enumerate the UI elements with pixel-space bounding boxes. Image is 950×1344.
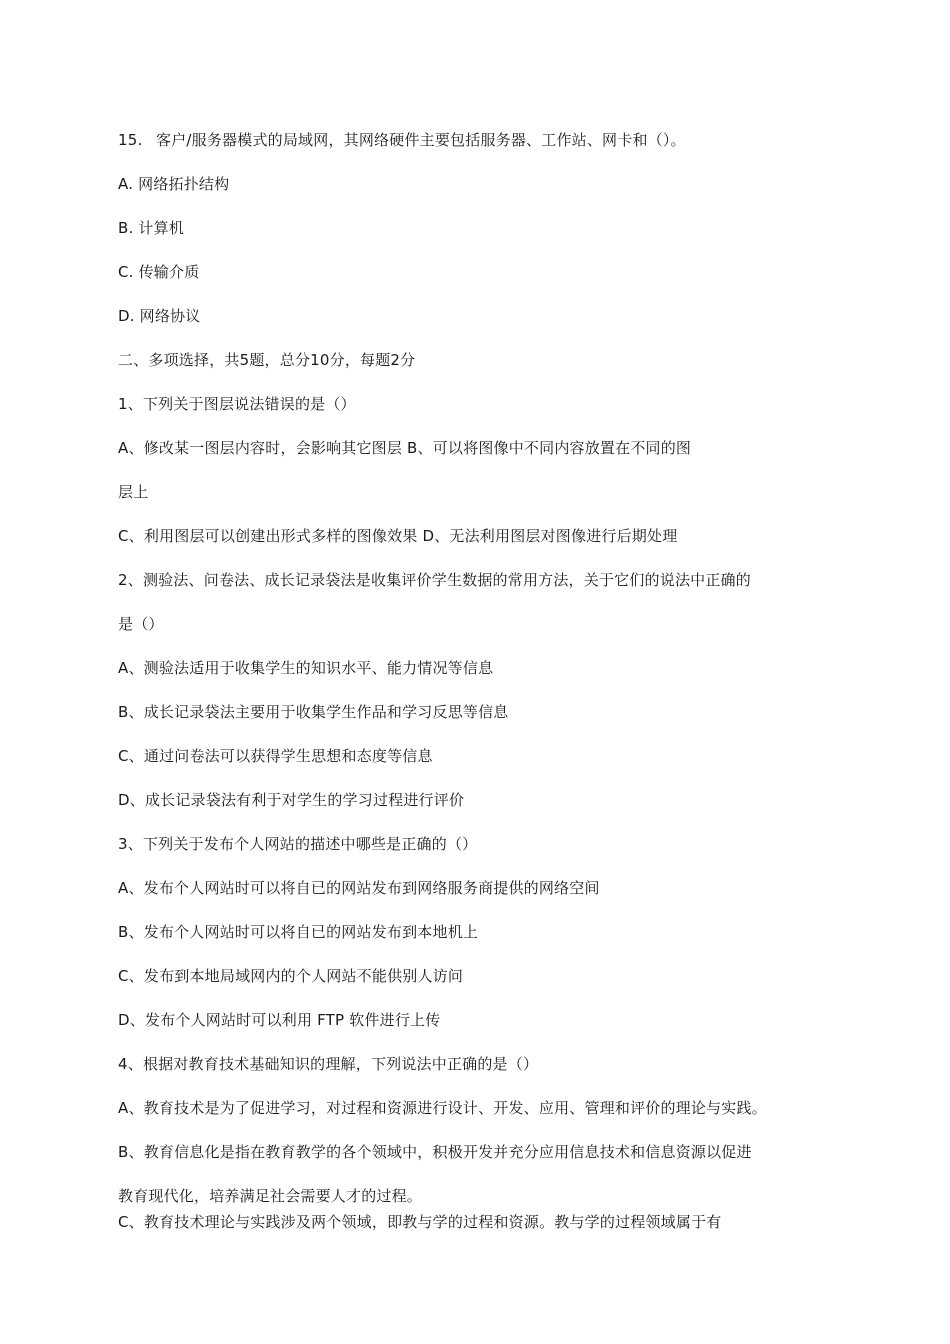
question-2-stem-cont: 是（）	[118, 615, 164, 633]
question-1-options-ab: A、修改某一图层内容时，会影响其它图层 B、可以将图像中不同内容放置在不同的图	[118, 439, 692, 457]
question-3-option-c: C、发布到本地局域网内的个人网站不能供别人访问	[118, 967, 464, 985]
question-2-option-b: B、成长记录袋法主要用于收集学生作品和学习反思等信息	[118, 703, 509, 721]
option-d: D. 网络协议	[118, 307, 201, 325]
question-2-stem: 2、测验法、问卷法、成长记录袋法是收集评价学生数据的常用方法，关于它们的说法中正确的	[118, 571, 751, 589]
question-1-options-ab-cont: 层上	[118, 483, 149, 501]
question-text: 客户/服务器模式的局域网，其网络硬件主要包括服务器、工作站、网卡和（）。	[156, 131, 686, 149]
question-4-option-a: A、教育技术是为了促进学习，对过程和资源进行设计、开发、应用、管理和评价的理论与实践。	[118, 1099, 767, 1117]
section-heading: 二、多项选择，共5题，总分10分，每题2分	[118, 351, 416, 369]
question-4-stem: 4、根据对教育技术基础知识的理解，下列说法中正确的是（）	[118, 1055, 539, 1073]
question-1-options-cd: C、利用图层可以创建出形式多样的图像效果 D、无法利用图层对图像进行后期处理	[118, 527, 678, 545]
question-3-option-d: D、发布个人网站时可以利用 FTP 软件进行上传	[118, 1011, 441, 1029]
question-2-option-d: D、成长记录袋法有利于对学生的学习过程进行评价	[118, 791, 465, 809]
question-15-stem	[118, 130, 686, 150]
question-3-option-b: B、发布个人网站时可以将自已的网站发布到本地机上	[118, 923, 479, 941]
question-2-option-a: A、测验法适用于收集学生的知识水平、能力情况等信息	[118, 659, 494, 677]
question-3-stem: 3、下列关于发布个人网站的描述中哪些是正确的（）	[118, 835, 478, 853]
question-4-option-b-cont: 教育现代化，培养满足社会需要人才的过程。	[118, 1187, 423, 1205]
option-a: A. 网络拓扑结构	[118, 175, 230, 193]
question-number: 15.	[118, 131, 143, 149]
question-1-stem: 1、下列关于图层说法错误的是（）	[118, 395, 356, 413]
option-b: B. 计算机	[118, 219, 185, 237]
option-c: C. 传输介质	[118, 263, 200, 281]
question-2-option-c: C、通过问卷法可以获得学生思想和态度等信息	[118, 747, 433, 765]
question-3-option-a: A、发布个人网站时可以将自已的网站发布到网络服务商提供的网络空间	[118, 879, 600, 897]
question-4-option-c: C、教育技术理论与实践涉及两个领域，即教与学的过程和资源。教与学的过程领域属于有	[118, 1213, 722, 1231]
question-4-option-b: B、教育信息化是指在教育教学的各个领域中，积极开发并充分应用信息技术和信息资源以促进	[118, 1143, 752, 1161]
